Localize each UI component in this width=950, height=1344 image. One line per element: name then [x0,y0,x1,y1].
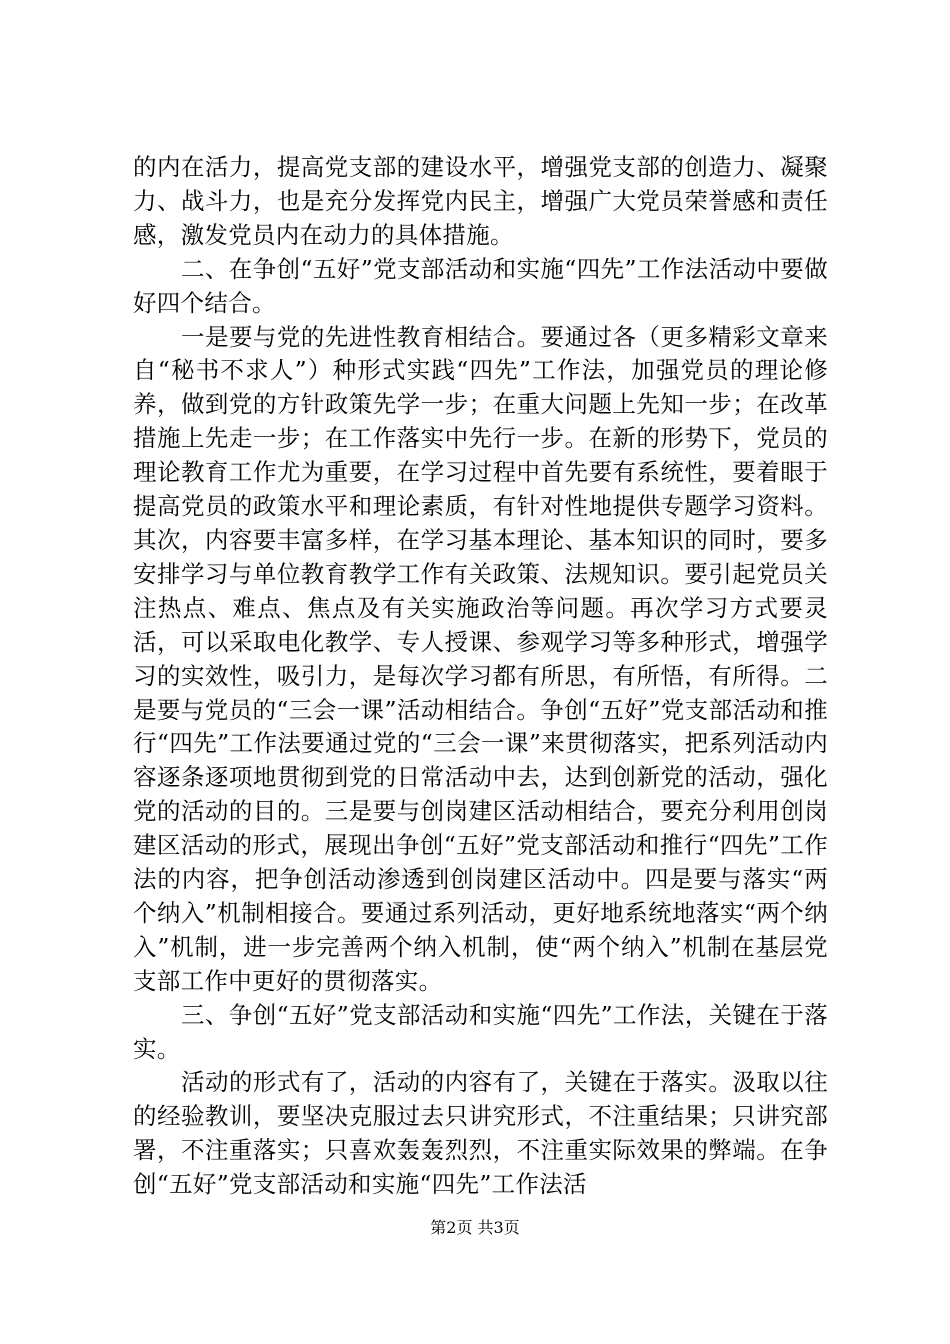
page-number-footer: 第2页 共3页 [430,1218,520,1237]
paragraph-5: 活动的形式有了，活动的内容有了，关键在于落实。汲取以往的经验教训，要坚决克服过去只讲究形式，不注重结果；只讲究部署，不注重落实；只喜欢轰轰烈烈，不注重实际效果的弊端。在争创“五好”党支部活动和实施“四先”工作法活 [133,1068,828,1199]
paragraph-1: 的内在活力，提高党支部的建设水平，增强党支部的创造力、凝聚力、战斗力，也是充分发挥党内民主，增强广大党员荣誉感和责任感，激发党员内在动力的具体措施。 [133,153,828,249]
section-heading-3: 三、争创“五好”党支部活动和实施“四先”工作法，关键在于落实。 [133,1000,828,1063]
document-body [133,151,828,1202]
section-heading-2: 二、在争创“五好”党支部活动和实施“四先”工作法活动中要做好四个结合。 [133,254,828,317]
paragraph-3: 一是要与党的先进性教育相结合。要通过各（更多精彩文章来自“秘书不求人”）种形式实践“四先”工作法，加强党员的理论修养，做到党的方针政策先学一步；在重大问题上先知一步；在改革措施上先走一步；在工作落实中先行一步。在新的形势下，党员的理论教育工作尤为重要，在学习过程中首先要有系统性，要着眼于提高党员的政策水平和理论素质，有针对性地提供专题学习资料。其次，内容要丰富多样，在学习基本理论、基本知识的同时，要多安排学习与单位教育教学工作有关政策、法规知识。要引起党员关注热点、难点、焦点及有关实施政治等问题。再次学习方式要灵活，可以采取电化教学、专人授课、参观学习等多种形式，增强学习的实效性，吸引力，是每次学习都有所思，有所悟，有所得。二是要与党员的“三会一课”活动相结合。争创“五好”党支部活动和推行“四先”工作法要通过党的“三会一课”来贯彻落实，把系列活动内容逐条逐项地贯彻到党的日常活动中去，达到创新党的活动，强化党的活动的目的。三是要与创岗建区活动相结合，要充分利用创岗建区活动的形式，展现出争创“五好”党支部活动和推行“四先”工作法的内容，把争创活动渗透到创岗建区活动中。四是要与落实“两个纳入”机制相接合。要通过系列活动，更好地系统地落实“两个纳入”机制，进一步完善两个纳入机制，使“两个纳入”机制在基层党支部工作中更好的贯彻落实。 [133,322,828,995]
